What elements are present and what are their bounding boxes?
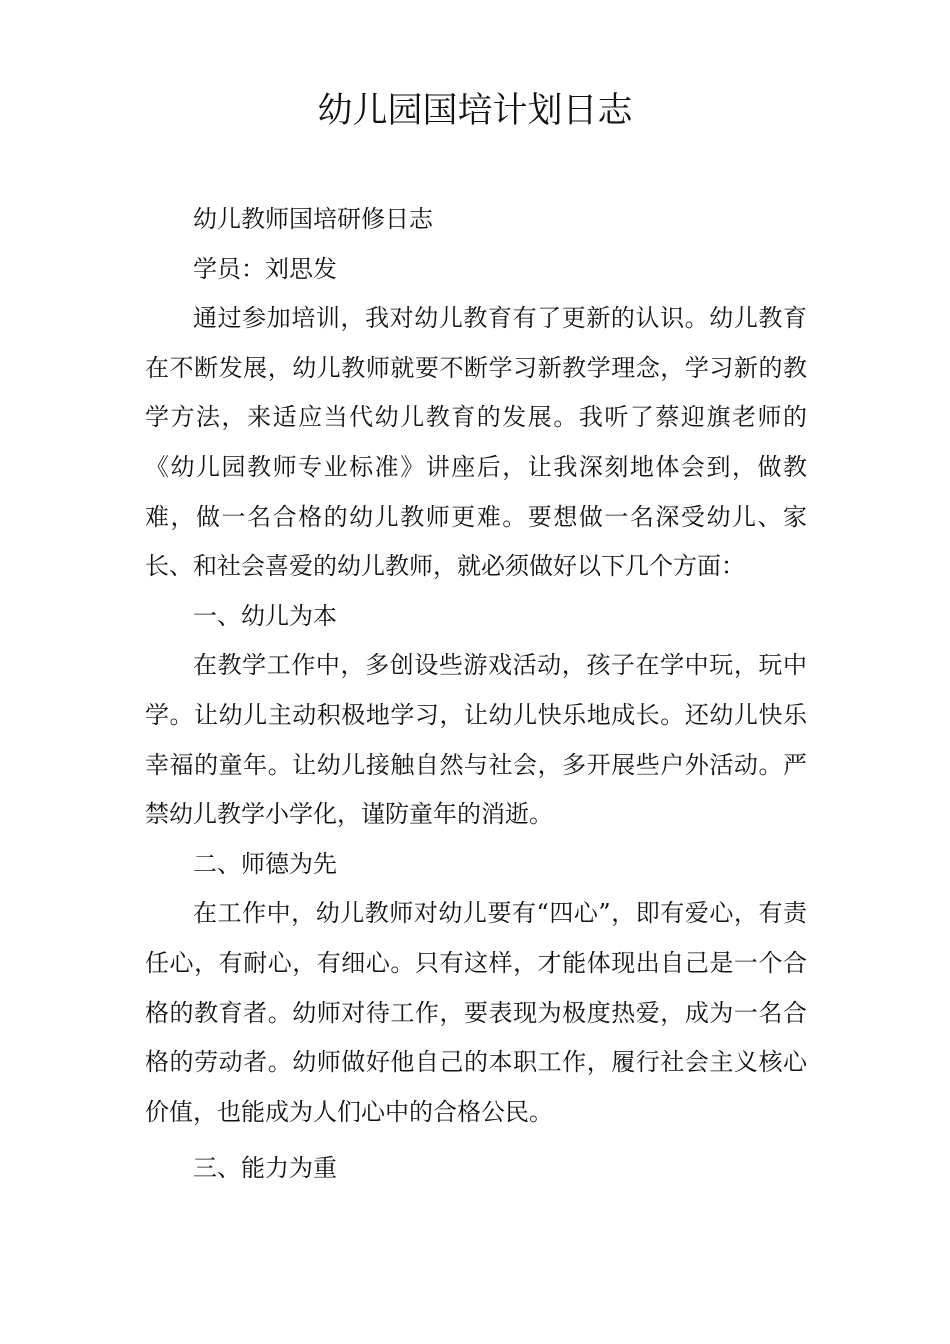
paragraph-intro: 通过参加培训，我对幼儿教育有了更新的认识。幼儿教育在不断发展，幼儿教师就要不断学习新教学理念，学习新的教学方法，来适应当代幼儿教育的发展。我听了蔡迎旗老师的《幼儿园教师专业标准》讲座后，让我深刻地体会到，做教难，做一名合格的幼儿教师更难。要想做一名深受幼儿、家长、和社会喜爱的幼儿教师，就必须做好以下几个方面： [145,304,807,581]
paragraph-section-2: 在工作中，幼儿教师对幼儿要有“四心”，即有爱心，有责任心，有耐心，有细心。只有这样，才能体现出自己是一个合格的教育者。幼师对待工作，要表现为极度热爱，成为一名合格的劳动者。幼师做好他自己的本职工作，履行社会主义核心价值，也能成为人们心中的合格公民。 [145,899,807,1126]
document-title: 幼儿园国培计划日志 [317,91,633,131]
document-body [145,195,807,1194]
paragraph-section-1: 在教学工作中，多创设些游戏活动，孩子在学中玩，玩中学。让幼儿主动积极地学习，让幼儿快乐地成长。还幼儿快乐幸福的童年。让幼儿接触自然与社会，多开展些户外活动。严禁幼儿教学小学化，谨防童年的消逝。 [145,651,807,829]
paragraph-subtitle: 幼儿教师国培研修日志 [193,205,433,233]
section-heading-1: 一、幼儿为本 [193,601,337,630]
section-heading-2: 二、师德为先 [193,849,337,878]
section-heading-3: 三、能力为重 [193,1154,337,1183]
paragraph-student: 学员：刘思发 [193,254,337,283]
